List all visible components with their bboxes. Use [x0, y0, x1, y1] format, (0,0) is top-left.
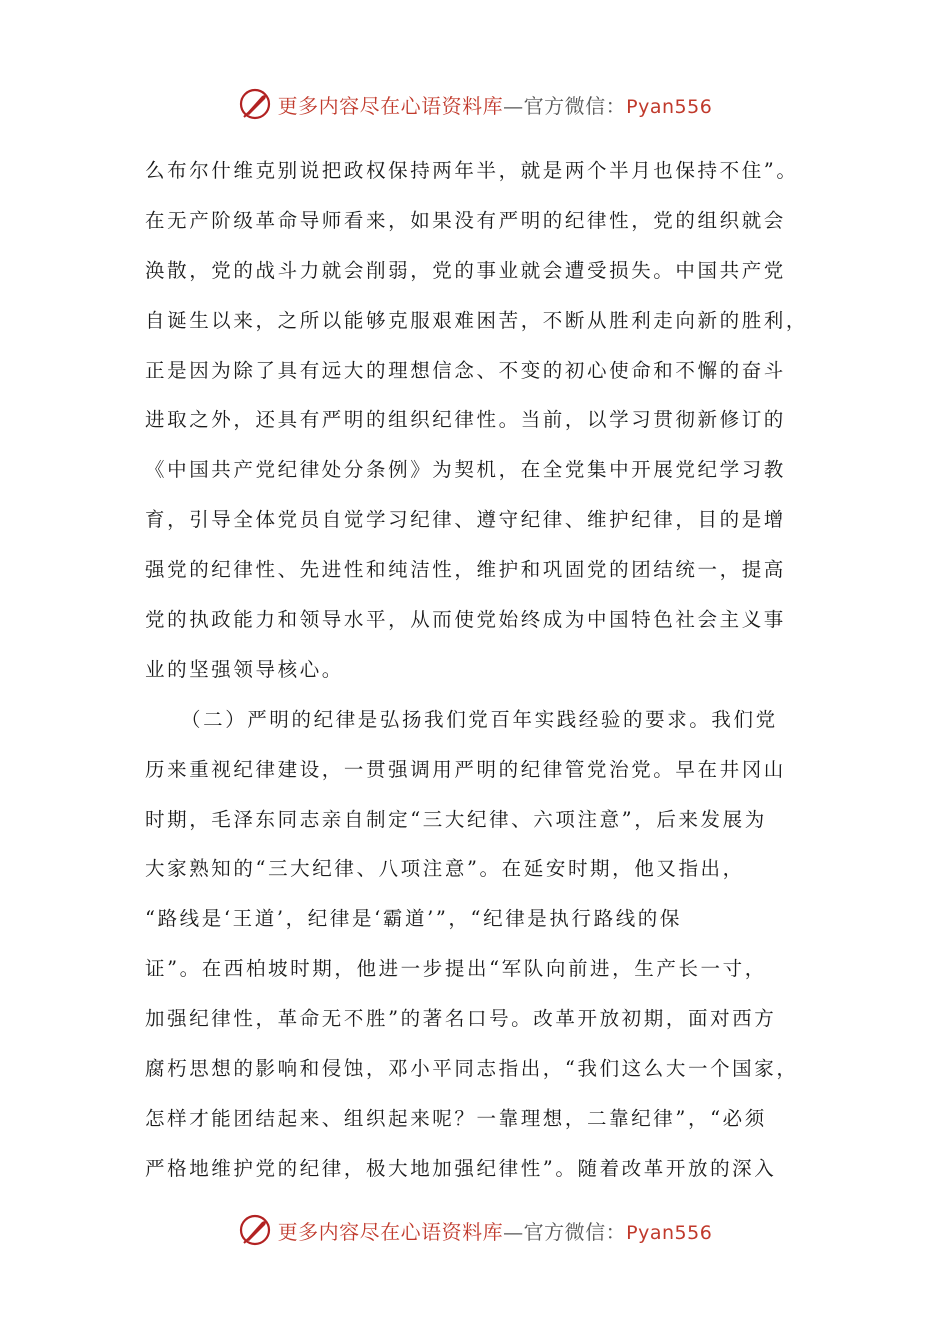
text-line: 大家熟知的“三大纪律、八项注意”。在延安时期，他又指出， [145, 857, 745, 881]
text-line: 时期，毛泽东同志亲自制定“三大纪律、六项注意”，后来发展为 [145, 807, 767, 831]
watermark-text [278, 1216, 713, 1245]
watermark-separator: —官方微信： [503, 1219, 627, 1244]
text-line: 党的执政能力和领导水平，从而使党始终成为中国特色社会主义事 [145, 608, 786, 632]
text-line: 证”。在西柏坡时期，他进一步提出“军队向前进，生产长一寸， [145, 957, 767, 981]
text-line: 么布尔什维克别说把政权保持两年半，就是两个半月也保持不住”。 [145, 159, 799, 182]
text-line: 进取之外，还具有严明的组织纪律性。当前，以学习贯彻新修订的 [145, 408, 786, 432]
text-line: 育，引导全体党员自觉学习纪律、遵守纪律、维护纪律，目的是增 [145, 508, 786, 532]
text-line: 强党的纪律性、先进性和纯洁性，维护和巩固党的团结统一，提高 [145, 558, 786, 582]
text-line: 涣散，党的战斗力就会削弱，党的事业就会遭受损失。中国共产党 [145, 258, 786, 282]
text-line: 自诞生以来，之所以能够克服艰难困苦，不断从胜利走向新的胜利， [145, 308, 809, 332]
section-heading-line: （二）严明的纪律是弘扬我们党百年实践经验的要求。我们党 [181, 707, 778, 731]
text-line: 历来重视纪律建设，一贯强调用严明的纪律管党治党。早在井冈山 [145, 757, 786, 781]
watermark-text [278, 90, 713, 119]
text-line: 严格地维护党的纪律，极大地加强纪律性”。随着改革开放的深入 [145, 1156, 777, 1180]
text-line: “路线是‘王道’，纪律是‘霸道’”，“纪律是执行路线的保 [145, 907, 683, 931]
quill-pen-icon [238, 87, 272, 121]
watermark-site: 更多内容尽在心语资料库 [277, 1219, 504, 1244]
text-line: 怎样才能团结起来、组织起来呢？一靠理想，二靠纪律”，“必须 [145, 1106, 767, 1130]
text-line: 加强纪律性，革命无不胜”的著名口号。改革开放初期，面对西方 [145, 1007, 777, 1031]
document-body [145, 146, 815, 1194]
text-line: 在无产阶级革命导师看来，如果没有严明的纪律性，党的组织就会 [145, 208, 786, 232]
watermark-wechat-id: Pyan556 [626, 95, 713, 118]
text-line: 《中国共产党纪律处分条例》为契机，在全党集中开展党纪学习教 [145, 458, 786, 482]
text-line: 腐朽思想的影响和侵蚀，邓小平同志指出，“我们这么大一个国家， [145, 1057, 799, 1081]
watermark-separator: —官方微信： [503, 93, 627, 118]
footer-watermark [0, 1210, 950, 1250]
quill-pen-icon [238, 1213, 272, 1247]
watermark-wechat-id: Pyan556 [626, 1221, 713, 1244]
text-line: 业的坚强领导核心。 [145, 657, 344, 681]
text-line: 正是因为除了具有远大的理想信念、不变的初心使命和不懈的奋斗 [145, 358, 786, 382]
watermark-site: 更多内容尽在心语资料库 [277, 93, 504, 118]
header-watermark [0, 84, 950, 124]
